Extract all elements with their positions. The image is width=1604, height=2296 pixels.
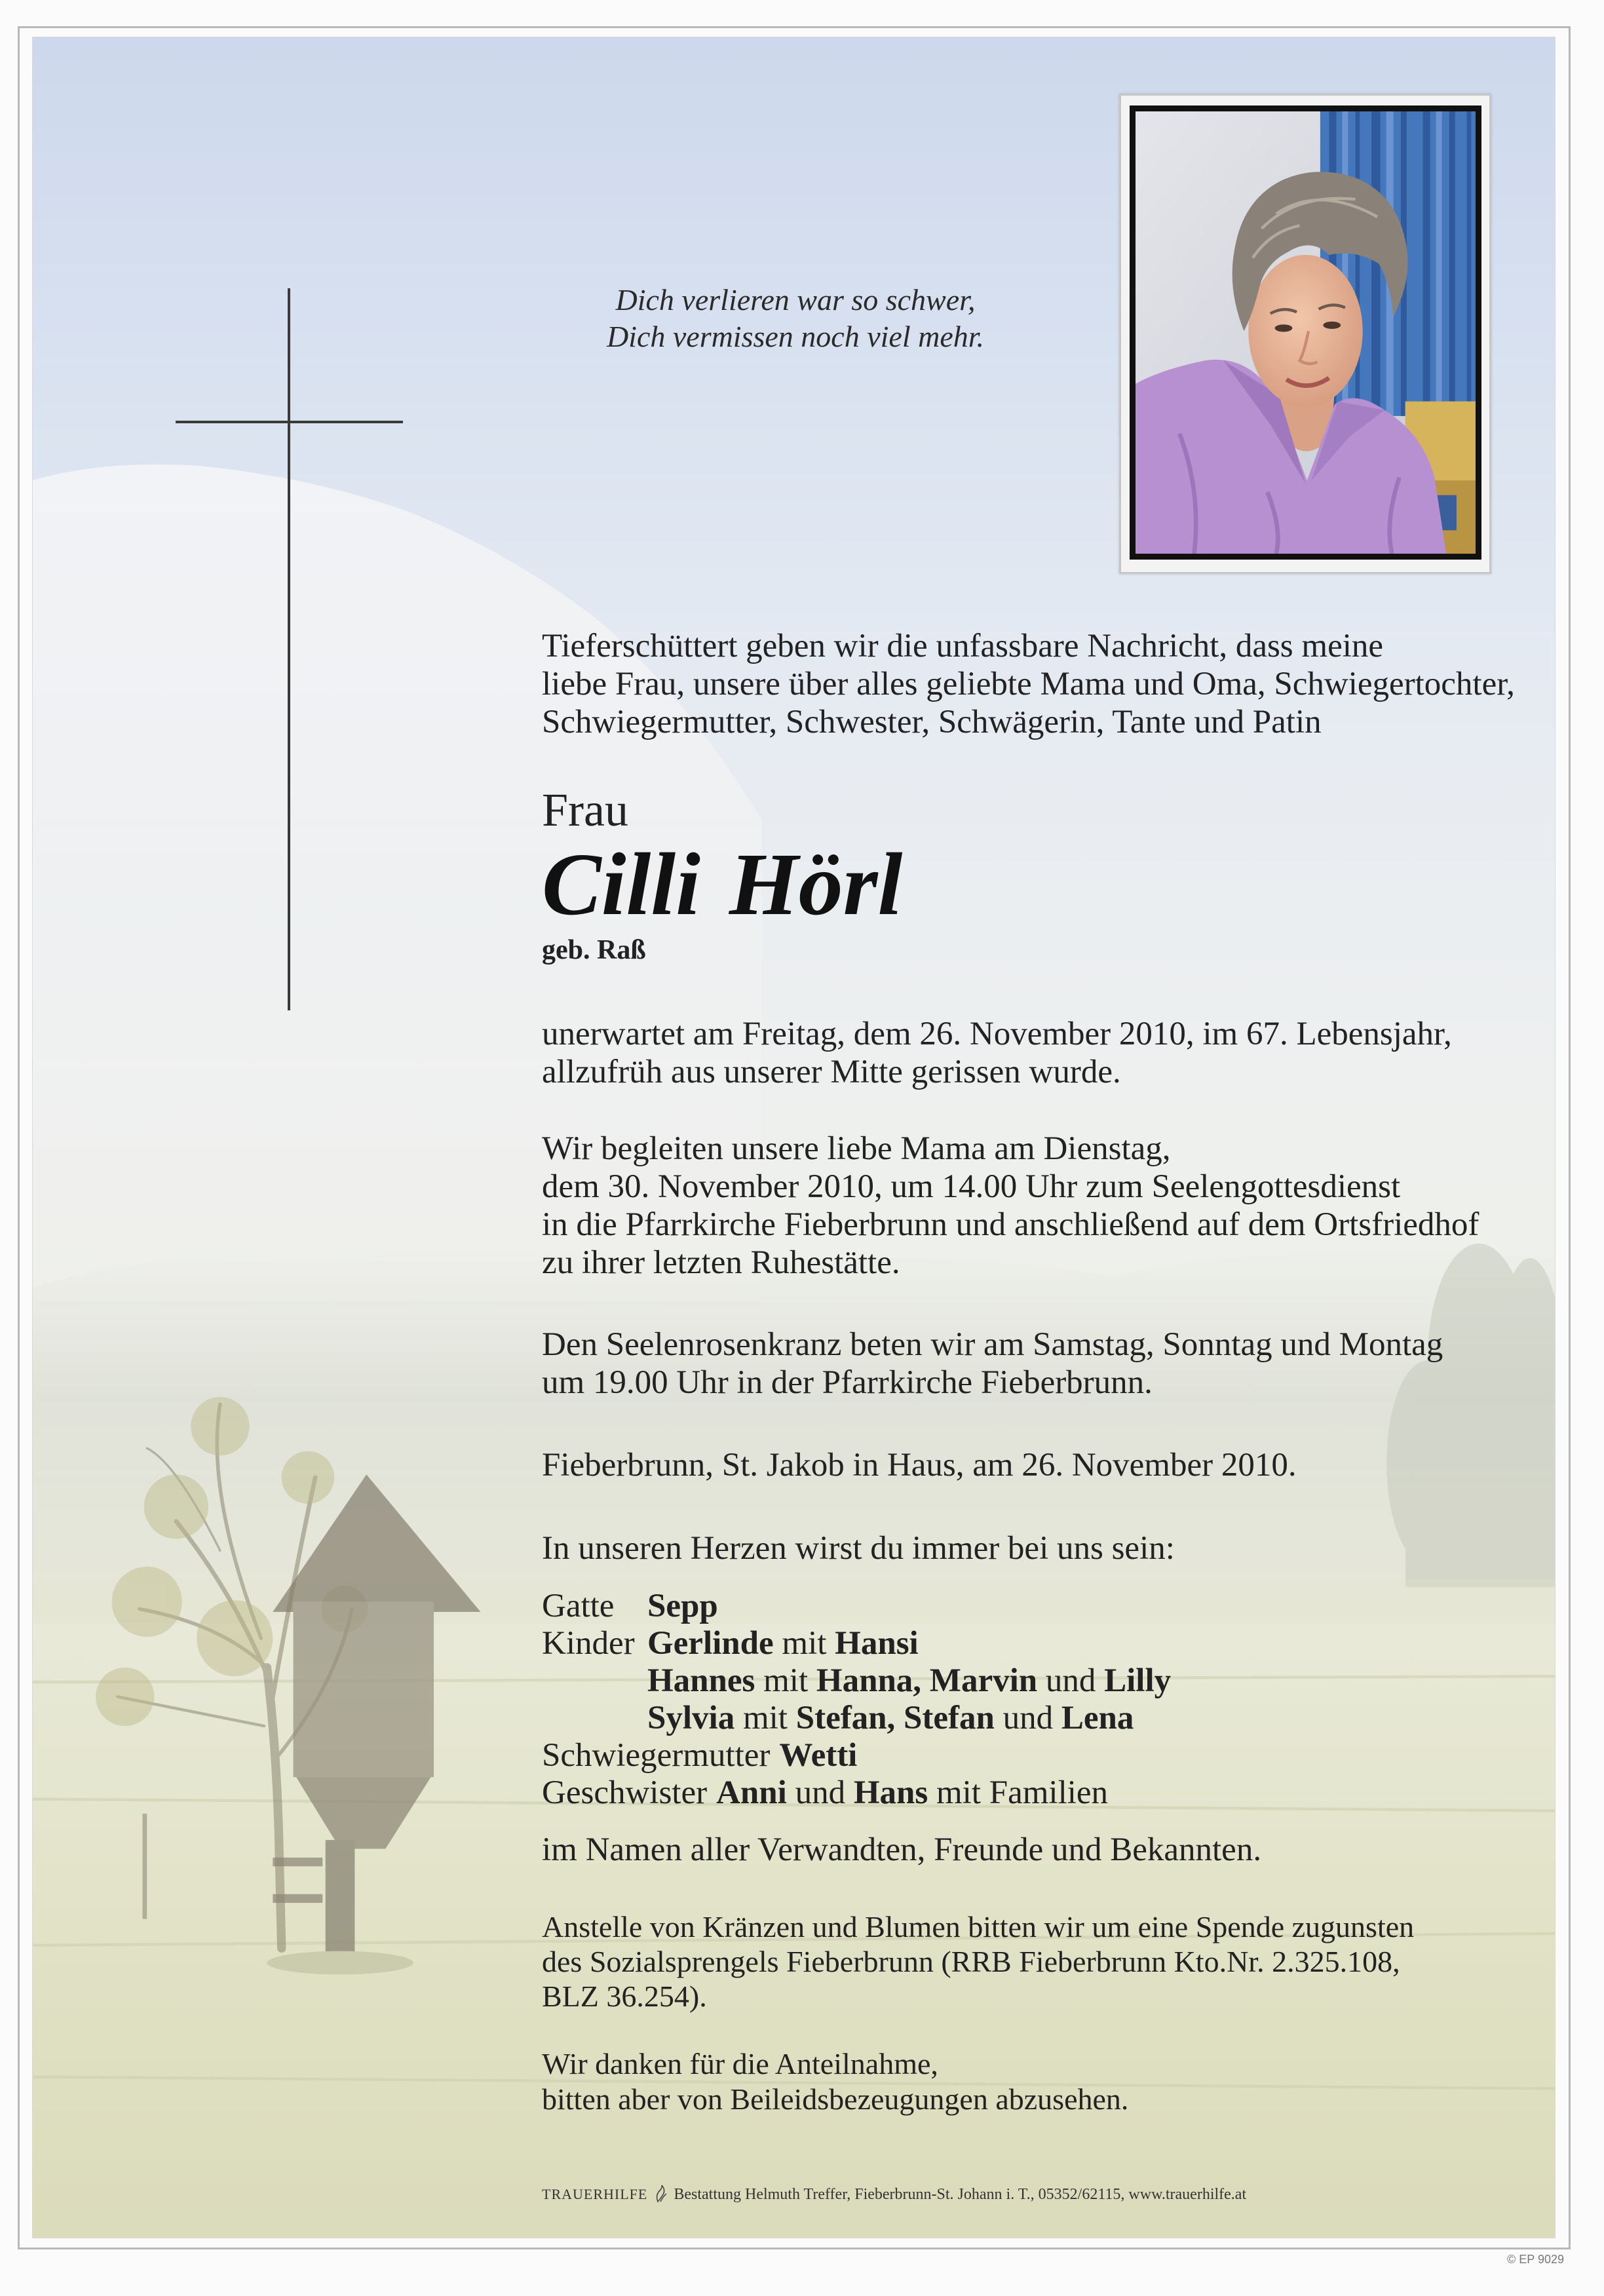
family-connector: mit [763, 1662, 809, 1699]
memorial-quote [533, 282, 1058, 355]
text-line: BLZ 36.254). [542, 1980, 707, 2013]
family-connector: und [795, 1774, 846, 1811]
family-relation: Kinder [542, 1625, 635, 1662]
text-line: bitten aber von Beileidsbezeugungen abzusehen. [542, 2082, 1129, 2116]
salutation: Frau [542, 784, 628, 836]
text-line: dem 30. November 2010, um 14.00 Uhr zum Seelengottesdienst [542, 1168, 1401, 1205]
family-member: Hans [853, 1774, 928, 1811]
place-date: Fieberbrunn, St. Jakob in Haus, am 26. November 2010. [542, 1447, 1297, 1483]
undertaker-footer [542, 2185, 1246, 2204]
trauerhilfe-logo-icon [654, 2185, 668, 2203]
family-relation: Geschwister [542, 1774, 708, 1811]
relatives-line: im Namen aller Verwandten, Freunde und Bekannten. [542, 1831, 1262, 1868]
family-connector: mit [782, 1625, 827, 1662]
family-member: Sepp [647, 1588, 718, 1624]
thanks-paragraph [542, 2046, 1128, 2117]
text-line: allzufrüh aus unserer Mitte gerissen wurde. [542, 1054, 1121, 1090]
portrait-photo-image [1136, 111, 1476, 554]
cross-horizontal-line [176, 421, 403, 423]
deceased-name: Cilli Hörl [542, 835, 903, 934]
cross-vertical-line [288, 288, 290, 1010]
text-line: in die Pfarrkirche Fieberbrunn und anschließend auf dem Ortsfriedhof [542, 1206, 1480, 1243]
family-connector: und [1002, 1700, 1054, 1736]
text-line: Anstelle von Kränzen und Blumen bitten wir um eine Spende zugunsten [542, 1910, 1415, 1943]
family-member: Stefan, Stefan [795, 1700, 995, 1736]
rosary-paragraph [542, 1326, 1443, 1402]
funeral-paragraph [542, 1130, 1479, 1282]
text-line: Den Seelenrosenkranz beten wir am Samstag, Sonntag und Montag [542, 1326, 1443, 1363]
text-line: Tieferschüttert geben wir die unfassbare Nachricht, dass meine [542, 628, 1384, 664]
portrait-photo [1130, 105, 1481, 560]
family-member: Hansi [835, 1625, 919, 1662]
text-line: zu ihrer letzten Ruhestätte. [542, 1244, 900, 1281]
family-row [542, 1737, 1171, 1774]
intro-paragraph [542, 627, 1515, 741]
text-line: liebe Frau, unsere über alles geliebte Mama und Oma, Schwiegertochter, [542, 666, 1515, 702]
text-line: des Sozialsprengels Fieberbrunn (RRB Fieberbrunn Kto.Nr. 2.325.108, [542, 1945, 1400, 1978]
family-member: Wetti [779, 1737, 858, 1774]
family-row [542, 1588, 1171, 1625]
text-line: Wir begleiten unsere liebe Mama am Dienstag, [542, 1130, 1171, 1167]
portrait-photo-frame [1119, 94, 1491, 574]
donation-paragraph [542, 1909, 1414, 2014]
family-member: Lena [1061, 1700, 1134, 1736]
family-connector: und [1045, 1662, 1096, 1699]
text-line: Wir danken für die Anteilnahme, [542, 2047, 938, 2080]
family-connector: mit [742, 1700, 788, 1736]
family-member: Anni [716, 1774, 787, 1811]
family-member: Lilly [1104, 1662, 1172, 1699]
quote-line: Dich verlieren war so schwer, [615, 283, 976, 316]
family-member: Hanna, Marvin [816, 1662, 1038, 1699]
family-row [542, 1774, 1171, 1812]
family-list [542, 1588, 1171, 1812]
family-row [542, 1700, 1171, 1737]
family-member: Gerlinde [647, 1625, 774, 1662]
family-row [542, 1662, 1171, 1700]
mourners-intro: In unseren Herzen wirst du immer bei uns sein: [542, 1530, 1175, 1567]
footer-text: Bestattung Helmuth Treffer, Fieberbrunn-St. Johann i. T., 05352/62115, www.trauerhilfe.at [674, 2186, 1247, 2203]
family-relation: Gatte [542, 1588, 615, 1624]
quote-line: Dich vermissen noch viel mehr. [606, 320, 985, 353]
family-row [542, 1625, 1171, 1662]
family-connector: mit Familien [936, 1774, 1109, 1811]
family-member: Sylvia [647, 1700, 735, 1736]
fence-post [143, 1814, 147, 1919]
text-line: unerwartet am Freitag, dem 26. November 2010, im 67. Lebensjahr, [542, 1016, 1452, 1052]
family-member: Hannes [647, 1662, 755, 1699]
death-paragraph [542, 1015, 1452, 1091]
footer-brand: TRAUERHILFE [542, 2186, 648, 2202]
text-line: Schwiegermutter, Schwester, Schwägerin, Tante und Patin [542, 704, 1322, 740]
print-code: © EP 9029 [1507, 2253, 1564, 2266]
family-relation: Schwiegermutter [542, 1737, 771, 1774]
text-line: um 19.00 Uhr in der Pfarrkirche Fieberbrunn. [542, 1364, 1153, 1401]
birth-name: geb. Raß [542, 935, 646, 965]
